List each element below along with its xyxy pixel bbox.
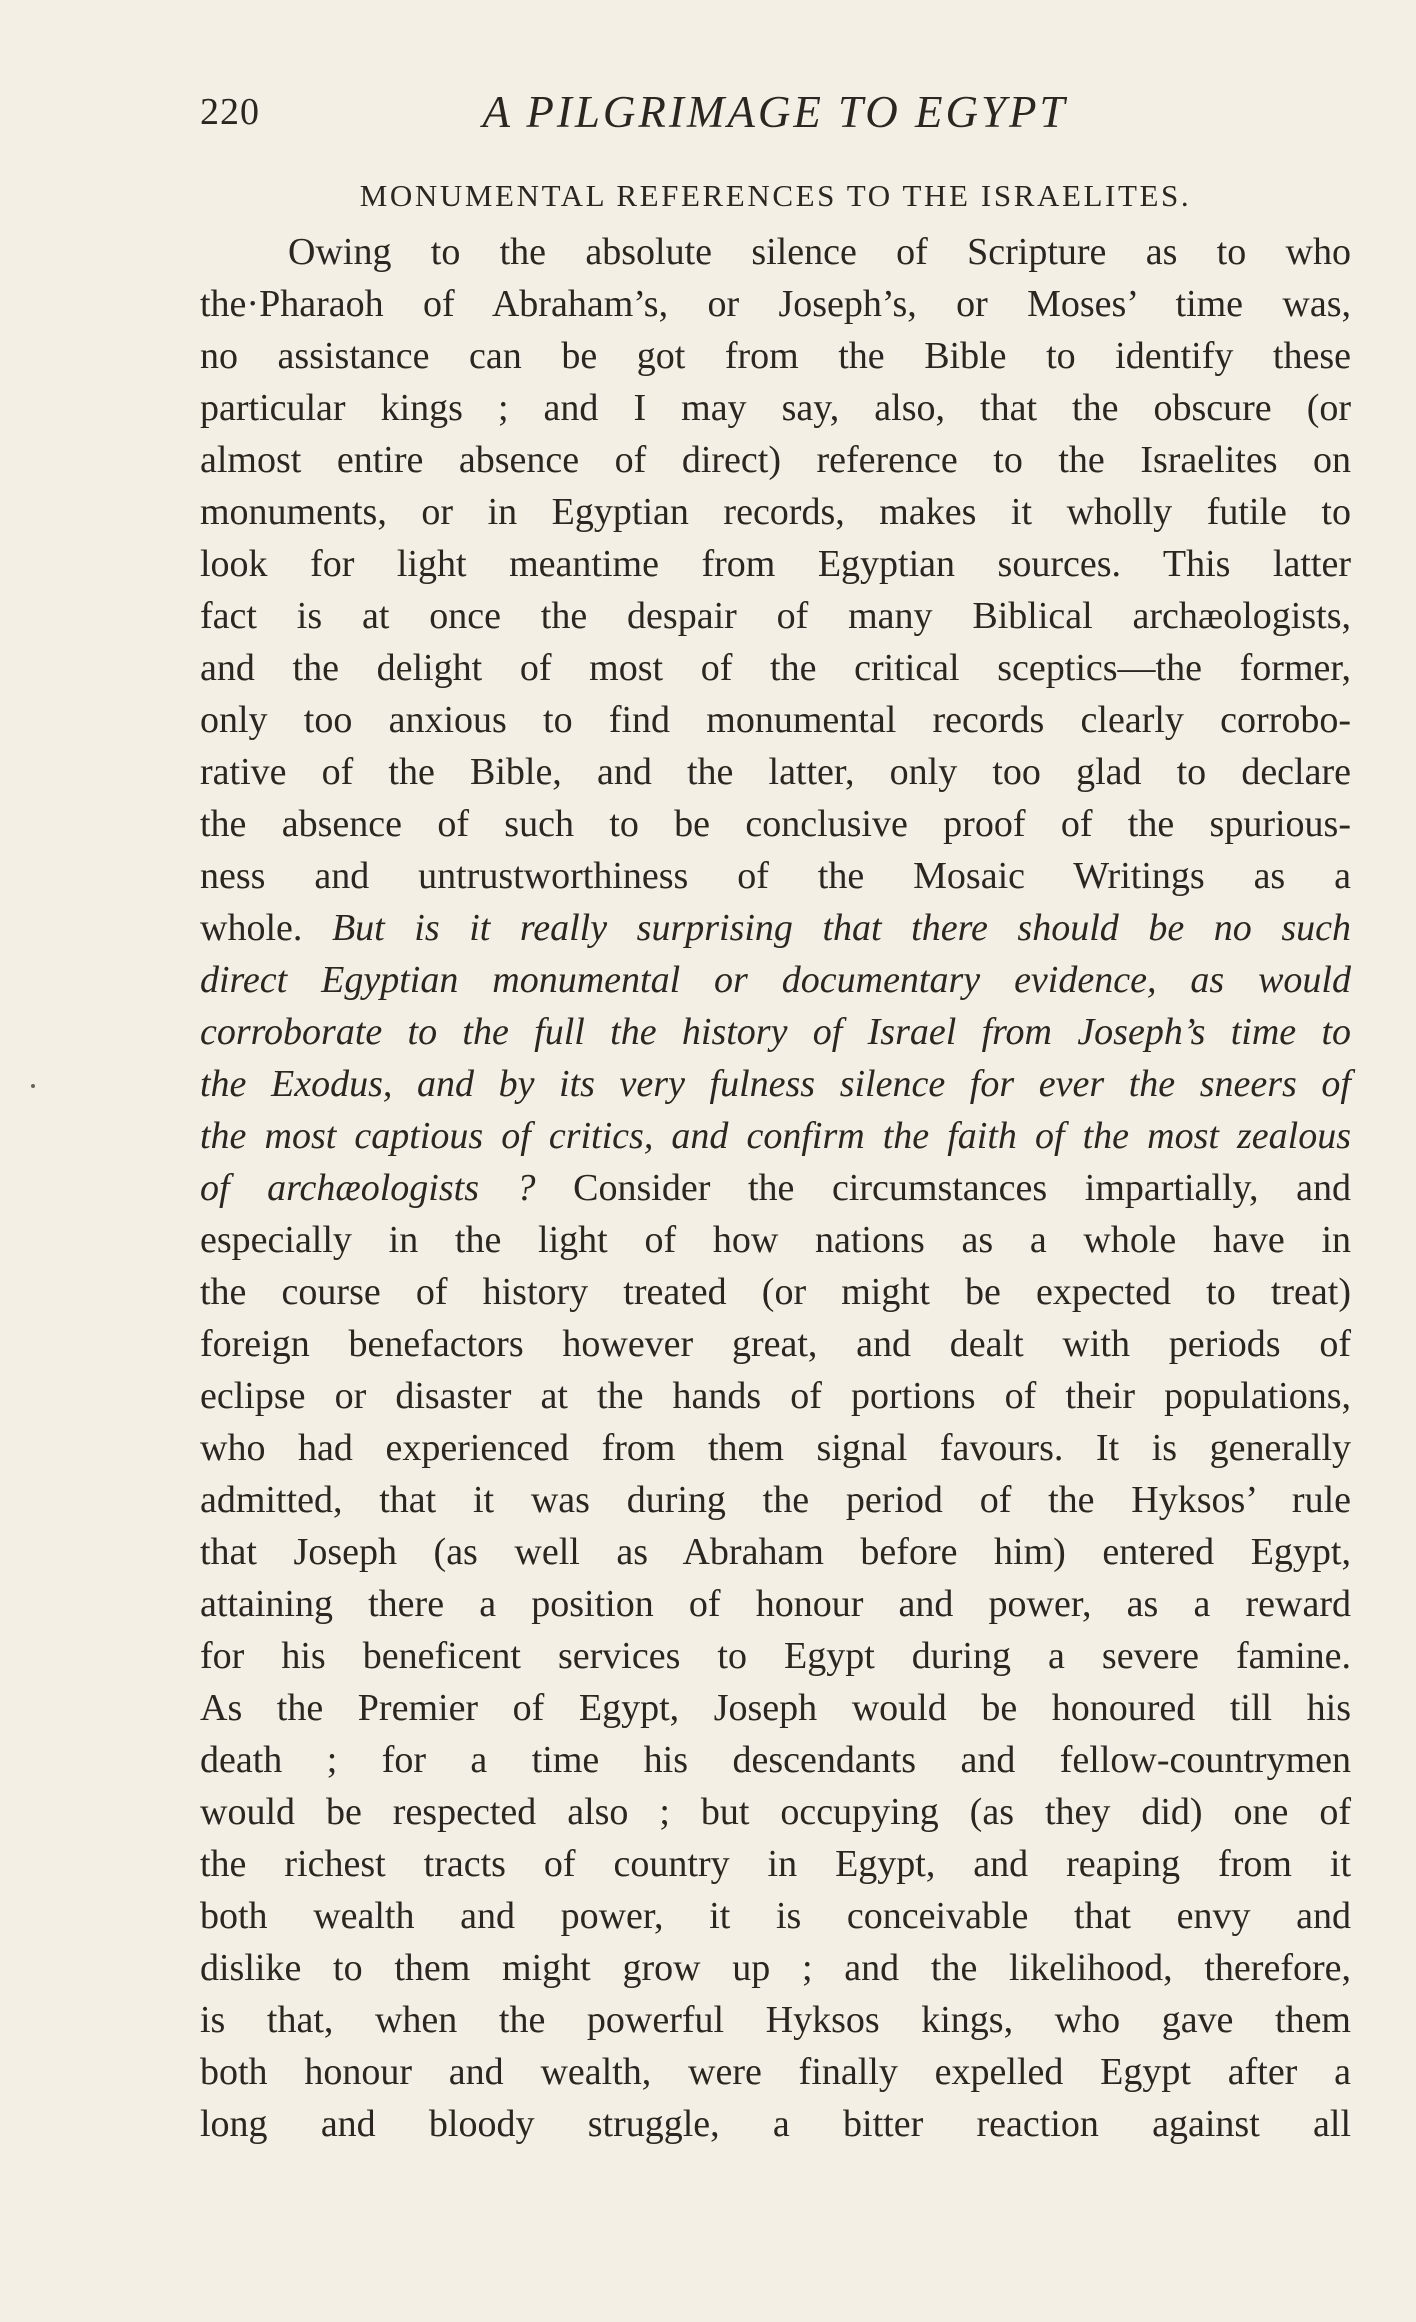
text-segment: eclipse or disaster at the hands of portions of their populations, xyxy=(200,1375,1351,1417)
text-segment: and the delight of most of the critical sceptics—the former, xyxy=(200,647,1351,689)
text-line xyxy=(200,850,1351,902)
text-segment: that Joseph (as well as Abraham before him) entered Egypt, xyxy=(200,1531,1351,1573)
text-segment: no assistance can be got from the Bible to identify these xyxy=(200,335,1351,377)
text-segment: who had experienced from them signal favours. It is generally xyxy=(200,1427,1351,1469)
text-line xyxy=(200,330,1351,382)
text-segment: the·Pharaoh of Abraham’s, or Joseph’s, or Moses’ time was, xyxy=(200,283,1351,325)
text-line xyxy=(200,1422,1351,1474)
text-line xyxy=(200,1266,1351,1318)
text-line xyxy=(200,1214,1351,1266)
text-line xyxy=(200,642,1351,694)
body-paragraph xyxy=(200,226,1351,2150)
text-segment: Consider the circumstances impartially, and xyxy=(535,1167,1351,1209)
text-line xyxy=(200,954,1351,1006)
italic-text: of archæologists ? xyxy=(200,1167,536,1209)
text-segment: is that, when the powerful Hyksos kings, who gave them xyxy=(200,1999,1351,2041)
text-segment: both honour and wealth, were finally expelled Egypt after a xyxy=(200,2051,1351,2093)
text-line xyxy=(200,1942,1351,1994)
text-segment: Owing to the absolute silence of Scripture as to who xyxy=(288,231,1351,273)
text-line xyxy=(200,694,1351,746)
text-line xyxy=(200,1890,1351,1942)
text-line xyxy=(200,746,1351,798)
page-number: 220 xyxy=(200,91,260,133)
text-line xyxy=(200,1734,1351,1786)
text-segment: for his beneficent services to Egypt during a severe famine. xyxy=(200,1635,1351,1677)
text-line xyxy=(200,1058,1351,1110)
text-segment: death ; for a time his descendants and fellow-countrymen xyxy=(200,1739,1351,1781)
text-segment: monuments, or in Egyptian records, makes it wholly futile to xyxy=(200,491,1351,533)
text-line xyxy=(200,1682,1351,1734)
text-segment: As the Premier of Egypt, Joseph would be honoured till his xyxy=(200,1687,1351,1729)
text-segment: look for light meantime from Egyptian sources. This latter xyxy=(200,543,1351,585)
text-segment: the richest tracts of country in Egypt, and reaping from it xyxy=(200,1843,1351,1885)
text-segment: the absence of such to be conclusive proof of the spurious- xyxy=(200,803,1351,845)
italic-text: But is it really surprising that there should be no such xyxy=(331,907,1351,949)
text-line xyxy=(200,1110,1351,1162)
text-line xyxy=(200,1994,1351,2046)
text-line xyxy=(200,1006,1351,1058)
text-segment: the course of history treated (or might be expected to treat) xyxy=(200,1271,1351,1313)
text-line xyxy=(200,1578,1351,1630)
text-segment: whole. xyxy=(200,907,332,949)
text-line xyxy=(200,1162,1351,1214)
text-segment: attaining there a position of honour and power, as a reward xyxy=(200,1583,1351,1625)
text-line xyxy=(200,278,1351,330)
text-segment: both wealth and power, it is conceivable that envy and xyxy=(200,1895,1351,1937)
italic-text: the most captious of critics, and confirm the faith of the most zealous xyxy=(200,1115,1351,1157)
text-line xyxy=(200,1370,1351,1422)
text-line xyxy=(200,1786,1351,1838)
text-line xyxy=(200,538,1351,590)
text-line xyxy=(200,226,1351,278)
text-segment: particular kings ; and I may say, also, that the obscure (or xyxy=(200,387,1351,429)
text-line xyxy=(200,1838,1351,1890)
text-segment: especially in the light of how nations as a whole have in xyxy=(200,1219,1351,1261)
text-line xyxy=(200,2098,1351,2150)
text-segment: foreign benefactors however great, and dealt with periods of xyxy=(200,1323,1351,1365)
text-segment: would be respected also ; but occupying (as they did) one of xyxy=(200,1791,1351,1833)
text-segment: fact is at once the despair of many Biblical archæologists, xyxy=(200,595,1351,637)
text-segment: rative of the Bible, and the latter, only too glad to declare xyxy=(200,751,1351,793)
text-segment: admitted, that it was during the period of the Hyksos’ rule xyxy=(200,1479,1351,1521)
text-line xyxy=(200,1318,1351,1370)
text-line xyxy=(200,590,1351,642)
text-line xyxy=(200,798,1351,850)
text-segment: almost entire absence of direct) reference to the Israelites on xyxy=(200,439,1351,481)
text-line xyxy=(200,1526,1351,1578)
italic-text: corroborate to the full the history of Israel from Joseph’s time to xyxy=(200,1011,1351,1053)
text-segment: only too anxious to find monumental records clearly corrobo- xyxy=(200,699,1351,741)
italic-text: the Exodus, and by its very fulness silence for ever the sneers of xyxy=(200,1063,1351,1105)
text-line xyxy=(200,1474,1351,1526)
text-line xyxy=(200,1630,1351,1682)
running-title: A PILGRIMAGE TO EGYPT xyxy=(482,87,1068,137)
section-heading: MONUMENTAL REFERENCES TO THE ISRAELITES. xyxy=(359,178,1192,213)
running-head xyxy=(200,82,1230,142)
text-line xyxy=(200,434,1351,486)
margin-speck xyxy=(31,1084,35,1088)
text-line xyxy=(200,486,1351,538)
text-segment: ness and untrustworthiness of the Mosaic Writings as a xyxy=(200,855,1351,897)
text-line xyxy=(200,382,1351,434)
text-line xyxy=(200,902,1351,954)
text-segment: dislike to them might grow up ; and the likelihood, therefore, xyxy=(200,1947,1351,1989)
text-line xyxy=(200,2046,1351,2098)
text-segment: long and bloody struggle, a bitter reaction against all xyxy=(200,2103,1351,2145)
italic-text: direct Egyptian monumental or documentary evidence, as would xyxy=(200,959,1351,1001)
